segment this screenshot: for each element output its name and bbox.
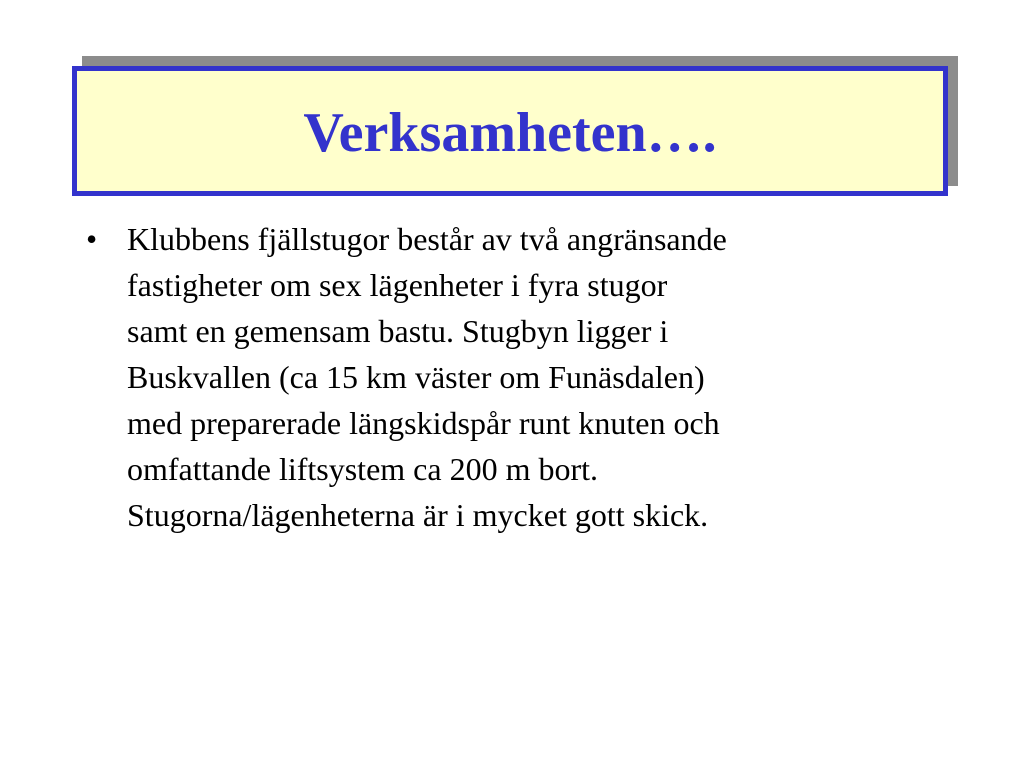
bullet-line: med preparerade längskidspår runt knuten och	[127, 405, 720, 441]
bullet-line: fastigheter om sex lägenheter i fyra stugor	[127, 267, 668, 303]
bullet-line: omfattande liftsystem ca 200 m bort.	[127, 451, 598, 487]
bullet-marker: •	[86, 221, 98, 257]
bullet-line: Buskvallen (ca 15 km väster om Funäsdalen)	[127, 359, 705, 395]
bullet-line: Klubbens fjällstugor består av två angränsande	[127, 221, 727, 257]
bullet-list	[82, 216, 942, 538]
bullet-line: samt en gemensam bastu. Stugbyn ligger i	[127, 313, 669, 349]
slide-title: Verksamheten….	[303, 102, 717, 164]
bullet-line: Stugorna/lägenheterna är i mycket gott skick.	[127, 497, 709, 533]
bullet-item	[82, 216, 942, 538]
title-box	[72, 66, 948, 196]
